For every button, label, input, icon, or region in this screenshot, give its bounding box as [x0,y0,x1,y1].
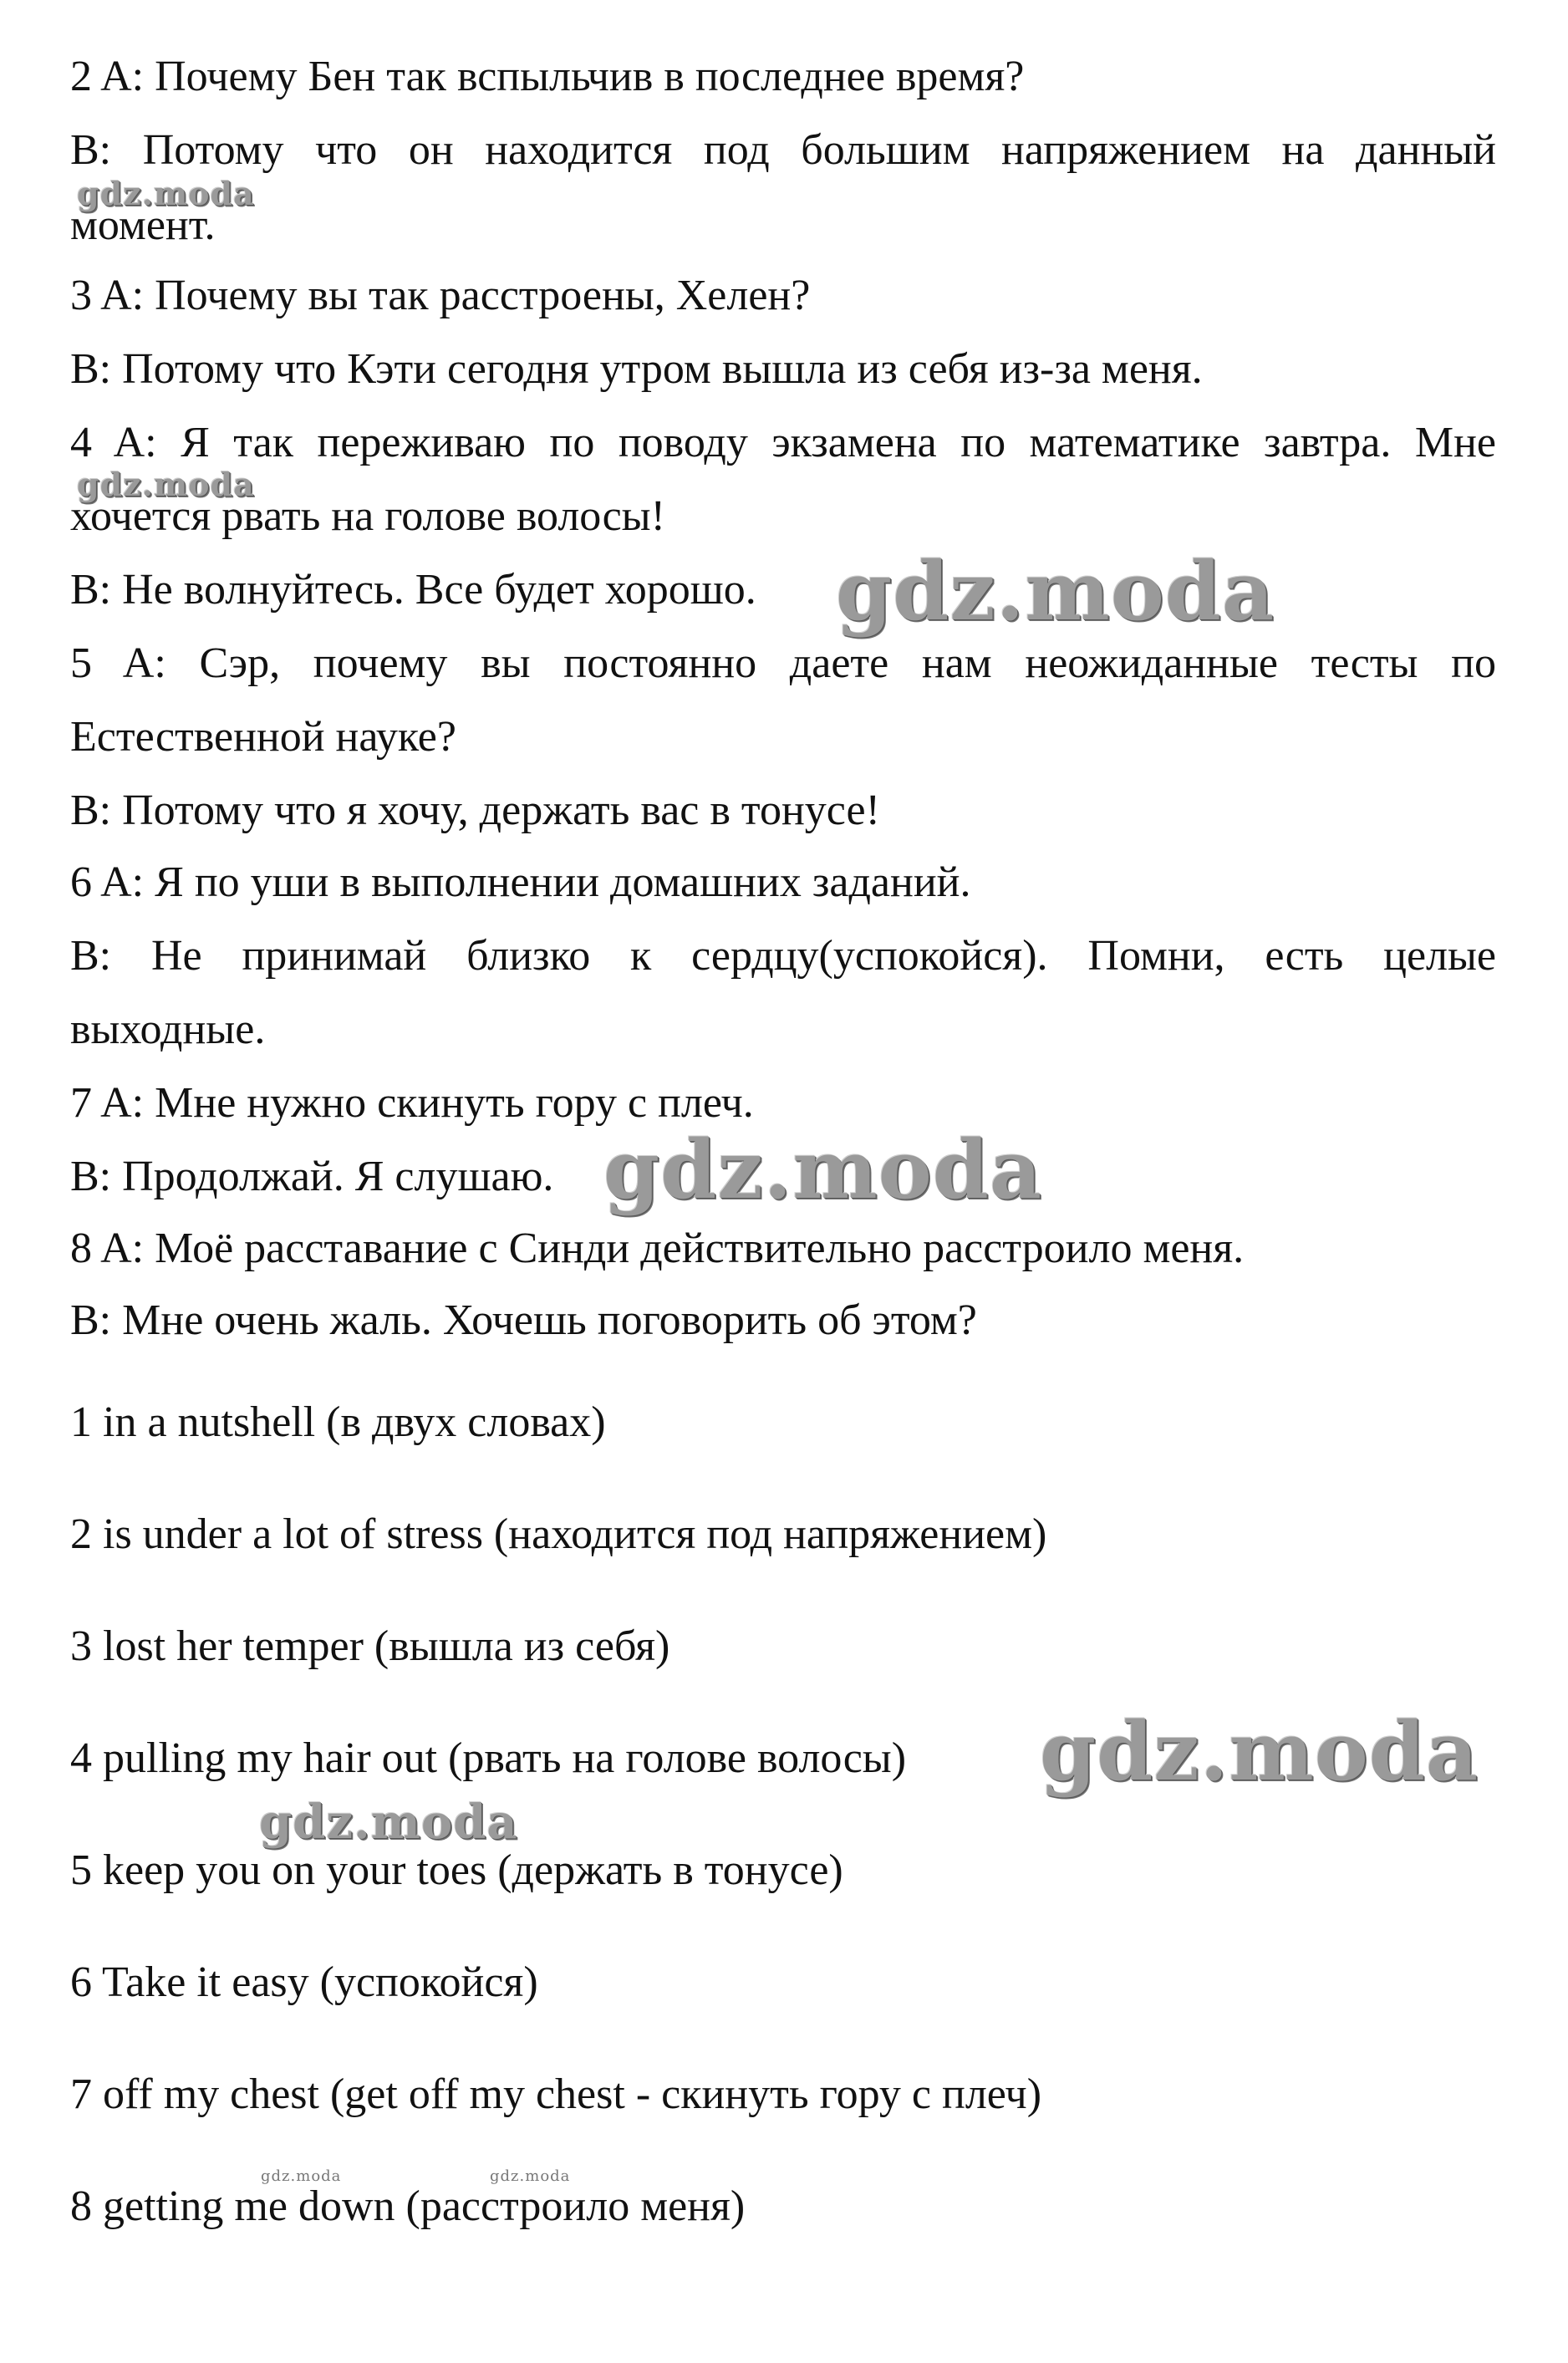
answer-item-5: 5 keep you on your toes (держать в тонусе) [70,1846,843,1894]
dialogue-line-3b: B: Потому что Кэти сегодня утром вышла из себя из-за меня. [70,345,1203,393]
dialogue-line-6b: B: Не принимай близко к сердцу(успокойся). Помни, есть целые [70,932,1496,980]
dialogue-line-6b-cont: выходные. [70,1006,266,1053]
answer-item-3: 3 lost her temper (вышла из себя) [70,1622,670,1670]
watermark-logo: gdz.moda [603,1123,1043,1217]
watermark-logo: gdz.moda [77,175,255,212]
dialogue-line-4a: 4 A: Я так переживаю по поводу экзамена по математике завтра. Мне [70,419,1496,466]
answer-item-7: 7 off my chest (get off my chest - скинуть гору с плеч) [70,2070,1042,2118]
dialogue-line-6a: 6 A: Я по уши в выполнении домашних заданий. [70,858,971,906]
watermark-logo: gdz.moda [490,2167,571,2185]
dialogue-line-8a: 8 A: Моё расставание с Синди действительно расстроило меня. [70,1225,1245,1272]
answer-item-8: 8 getting me down (расстроило меня) [70,2182,746,2230]
answer-item-1: 1 in a nutshell (в двух словах) [70,1398,606,1446]
dialogue-line-5a-cont: Естественной науке? [70,713,456,761]
watermark-logo: gdz.moda [836,544,1275,639]
dialogue-line-7a: 7 A: Мне нужно скинуть гору с плеч. [70,1079,754,1127]
dialogue-line-2b-cont: момент. [70,201,216,249]
answer-item-6: 6 Take it easy (успокойся) [70,1958,538,2006]
answer-item-4: 4 pulling my hair out (рвать на голове волосы) [70,1734,907,1782]
dialogue-line-2b: B: Потому что он находится под большим напряжением на данный [70,126,1496,174]
dialogue-line-5b: B: Потому что я хочу, держать вас в тонусе! [70,787,880,834]
watermark-logo: gdz.moda [261,2167,342,2185]
watermark-logo: gdz.moda [1040,1704,1479,1799]
dialogue-line-3a: 3 A: Почему вы так расстроены, Хелен? [70,272,811,319]
watermark-logo: gdz.moda [77,466,255,503]
dialogue-line-4a-cont: хочется рвать на голове волосы! [70,492,665,540]
dialogue-line-7b: B: Продолжай. Я слушаю. [70,1153,554,1200]
dialogue-line-2a: 2 A: Почему Бен так вспыльчив в последнее время? [70,53,1025,100]
watermark-logo: gdz.moda [259,1795,518,1850]
dialogue-line-8b: B: Мне очень жаль. Хочешь поговорить об этом? [70,1296,977,1344]
dialogue-line-5a: 5 A: Сэр, почему вы постоянно даете нам неожиданные тесты по [70,639,1496,687]
answer-item-2: 2 is under a lot of stress (находится под напряжением) [70,1510,1047,1558]
dialogue-line-4b: B: Не волнуйтесь. Все будет хорошо. [70,566,756,614]
